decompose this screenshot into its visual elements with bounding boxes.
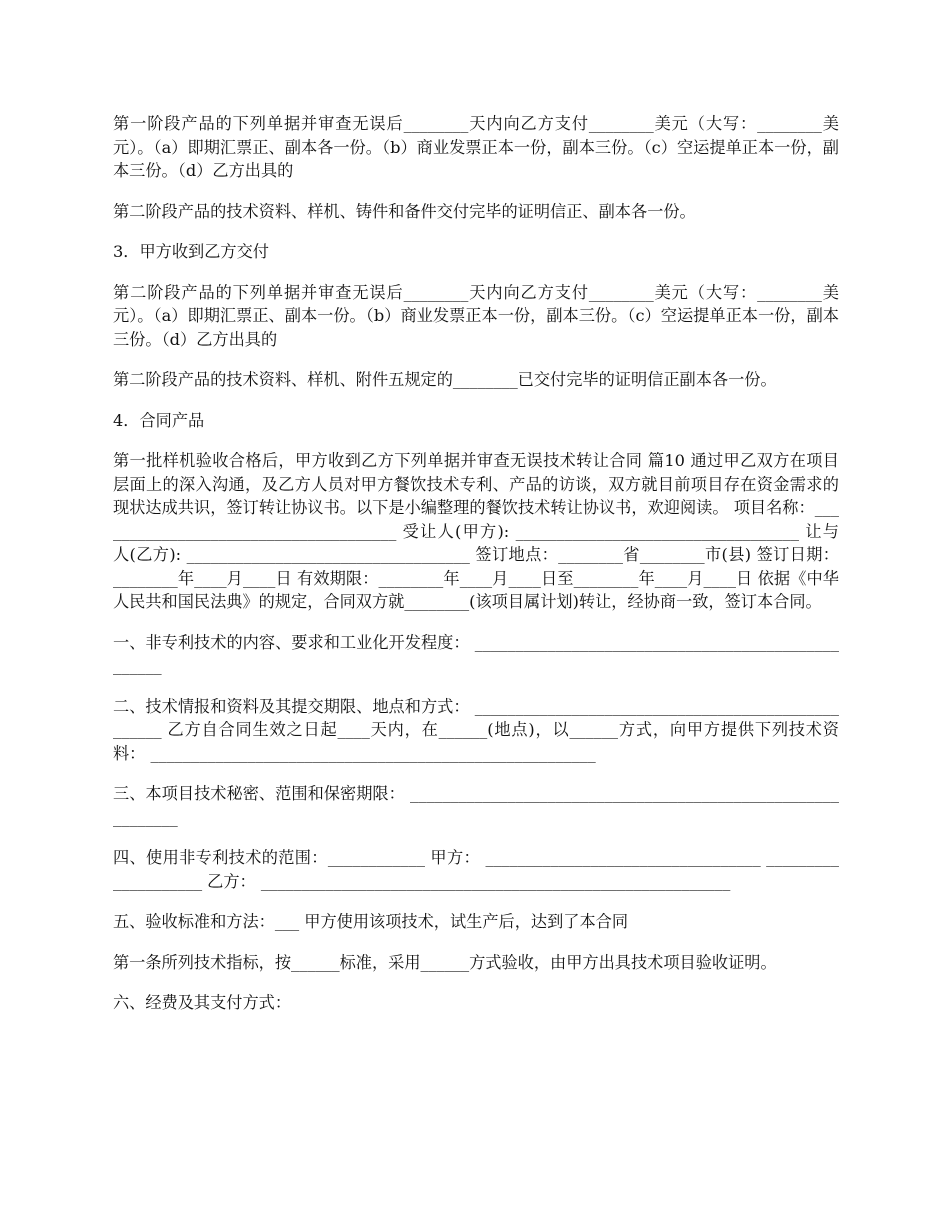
heading-item-4: 4．合同产品 — [113, 410, 205, 430]
paragraph-transfer-agreement-intro: 第一批样机验收合格后，甲方收到乙方下列单据并审查无误技术转让合同 篇10 通过甲乙双方在项目层面上的深入沟通，及乙方人员对甲方餐饮技术专利、产品的访谈，双方就目前项目存在资金需求的现状达成共识，签订转让协议书。以下是小编整理的餐饮技术转让协议书，欢迎阅读。 项目名称：______________________________________ 受让人(甲方): ___________________________________ 让与人(乙方): ___________________________________ 签订地点：________省________市(县) 签订日期：________年____月____日 有效期限：________年____月____日至________年____月____日 依据《中华人民共和国民法典》的规定，合同双方就________(该项目属计划)转让，经协商一致，签订本合同。 — [113, 451, 839, 611]
paragraph-phase-two-payment: 第二阶段产品的下列单据并审查无误后________天内向乙方支付________美元（大写：________美元）。（a）即期汇票正、副本一份。（b）商业发票正本一份，副本三份。（c）空运提单正本一份，副本三份。（d）乙方出具的 — [113, 282, 839, 349]
clause-two-technical-information: 二、技术情报和资料及其提交期限、地点和方式： ___________________________________________________ 乙方自合同生效之日起____天内，在______(地点)，以______方式，向甲方提供下列技术资料： _______________________________________________________ — [113, 696, 839, 763]
clause-six-fees: 六、经费及其支付方式： — [113, 993, 292, 1012]
paragraph-article-one-acceptance: 第一条所列技术指标，按______标准，采用______方式验收，由甲方出具技术项目验收证明。 — [113, 952, 777, 972]
clause-one-technology-content: 一、非专利技术的内容、要求和工业化开发程度： ___________________________________________________ — [113, 632, 839, 675]
paragraph-phase-one-payment: 第一阶段产品的下列单据并审查无误后________天内向乙方支付________美元（大写：________美元）。（a）即期汇票正、副本各一份。（b）商业发票正本一份，副本三份。（c）空运提单正本一份，副本三份。（d）乙方出具的 — [113, 114, 839, 180]
clause-three-confidentiality: 三、本项目技术秘密、范围和保密期限： _____________________________________________________________ — [113, 784, 839, 827]
clause-five-acceptance: 五、验收标准和方法：___ 甲方使用该项技术，试生产后，达到了本合同 — [113, 912, 629, 931]
paragraph-phase-two-certificate: 第二阶段产品的技术资料、样机、铸件和备件交付完毕的证明信正、副本各一份。 — [113, 201, 696, 221]
contract-document-page — [113, 112, 839, 1032]
paragraph-annex-five-certificate: 第二阶段产品的技术资料、样机、附件五规定的________已交付完毕的证明信正副本各一份。 — [113, 370, 777, 389]
clause-four-usage-scope: 四、使用非专利技术的范围：____________ 甲方： __________________________________ ____________________ 乙方： __________________________________________________________ — [113, 848, 839, 891]
heading-item-3: 3．甲方收到乙方交付 — [113, 242, 269, 261]
